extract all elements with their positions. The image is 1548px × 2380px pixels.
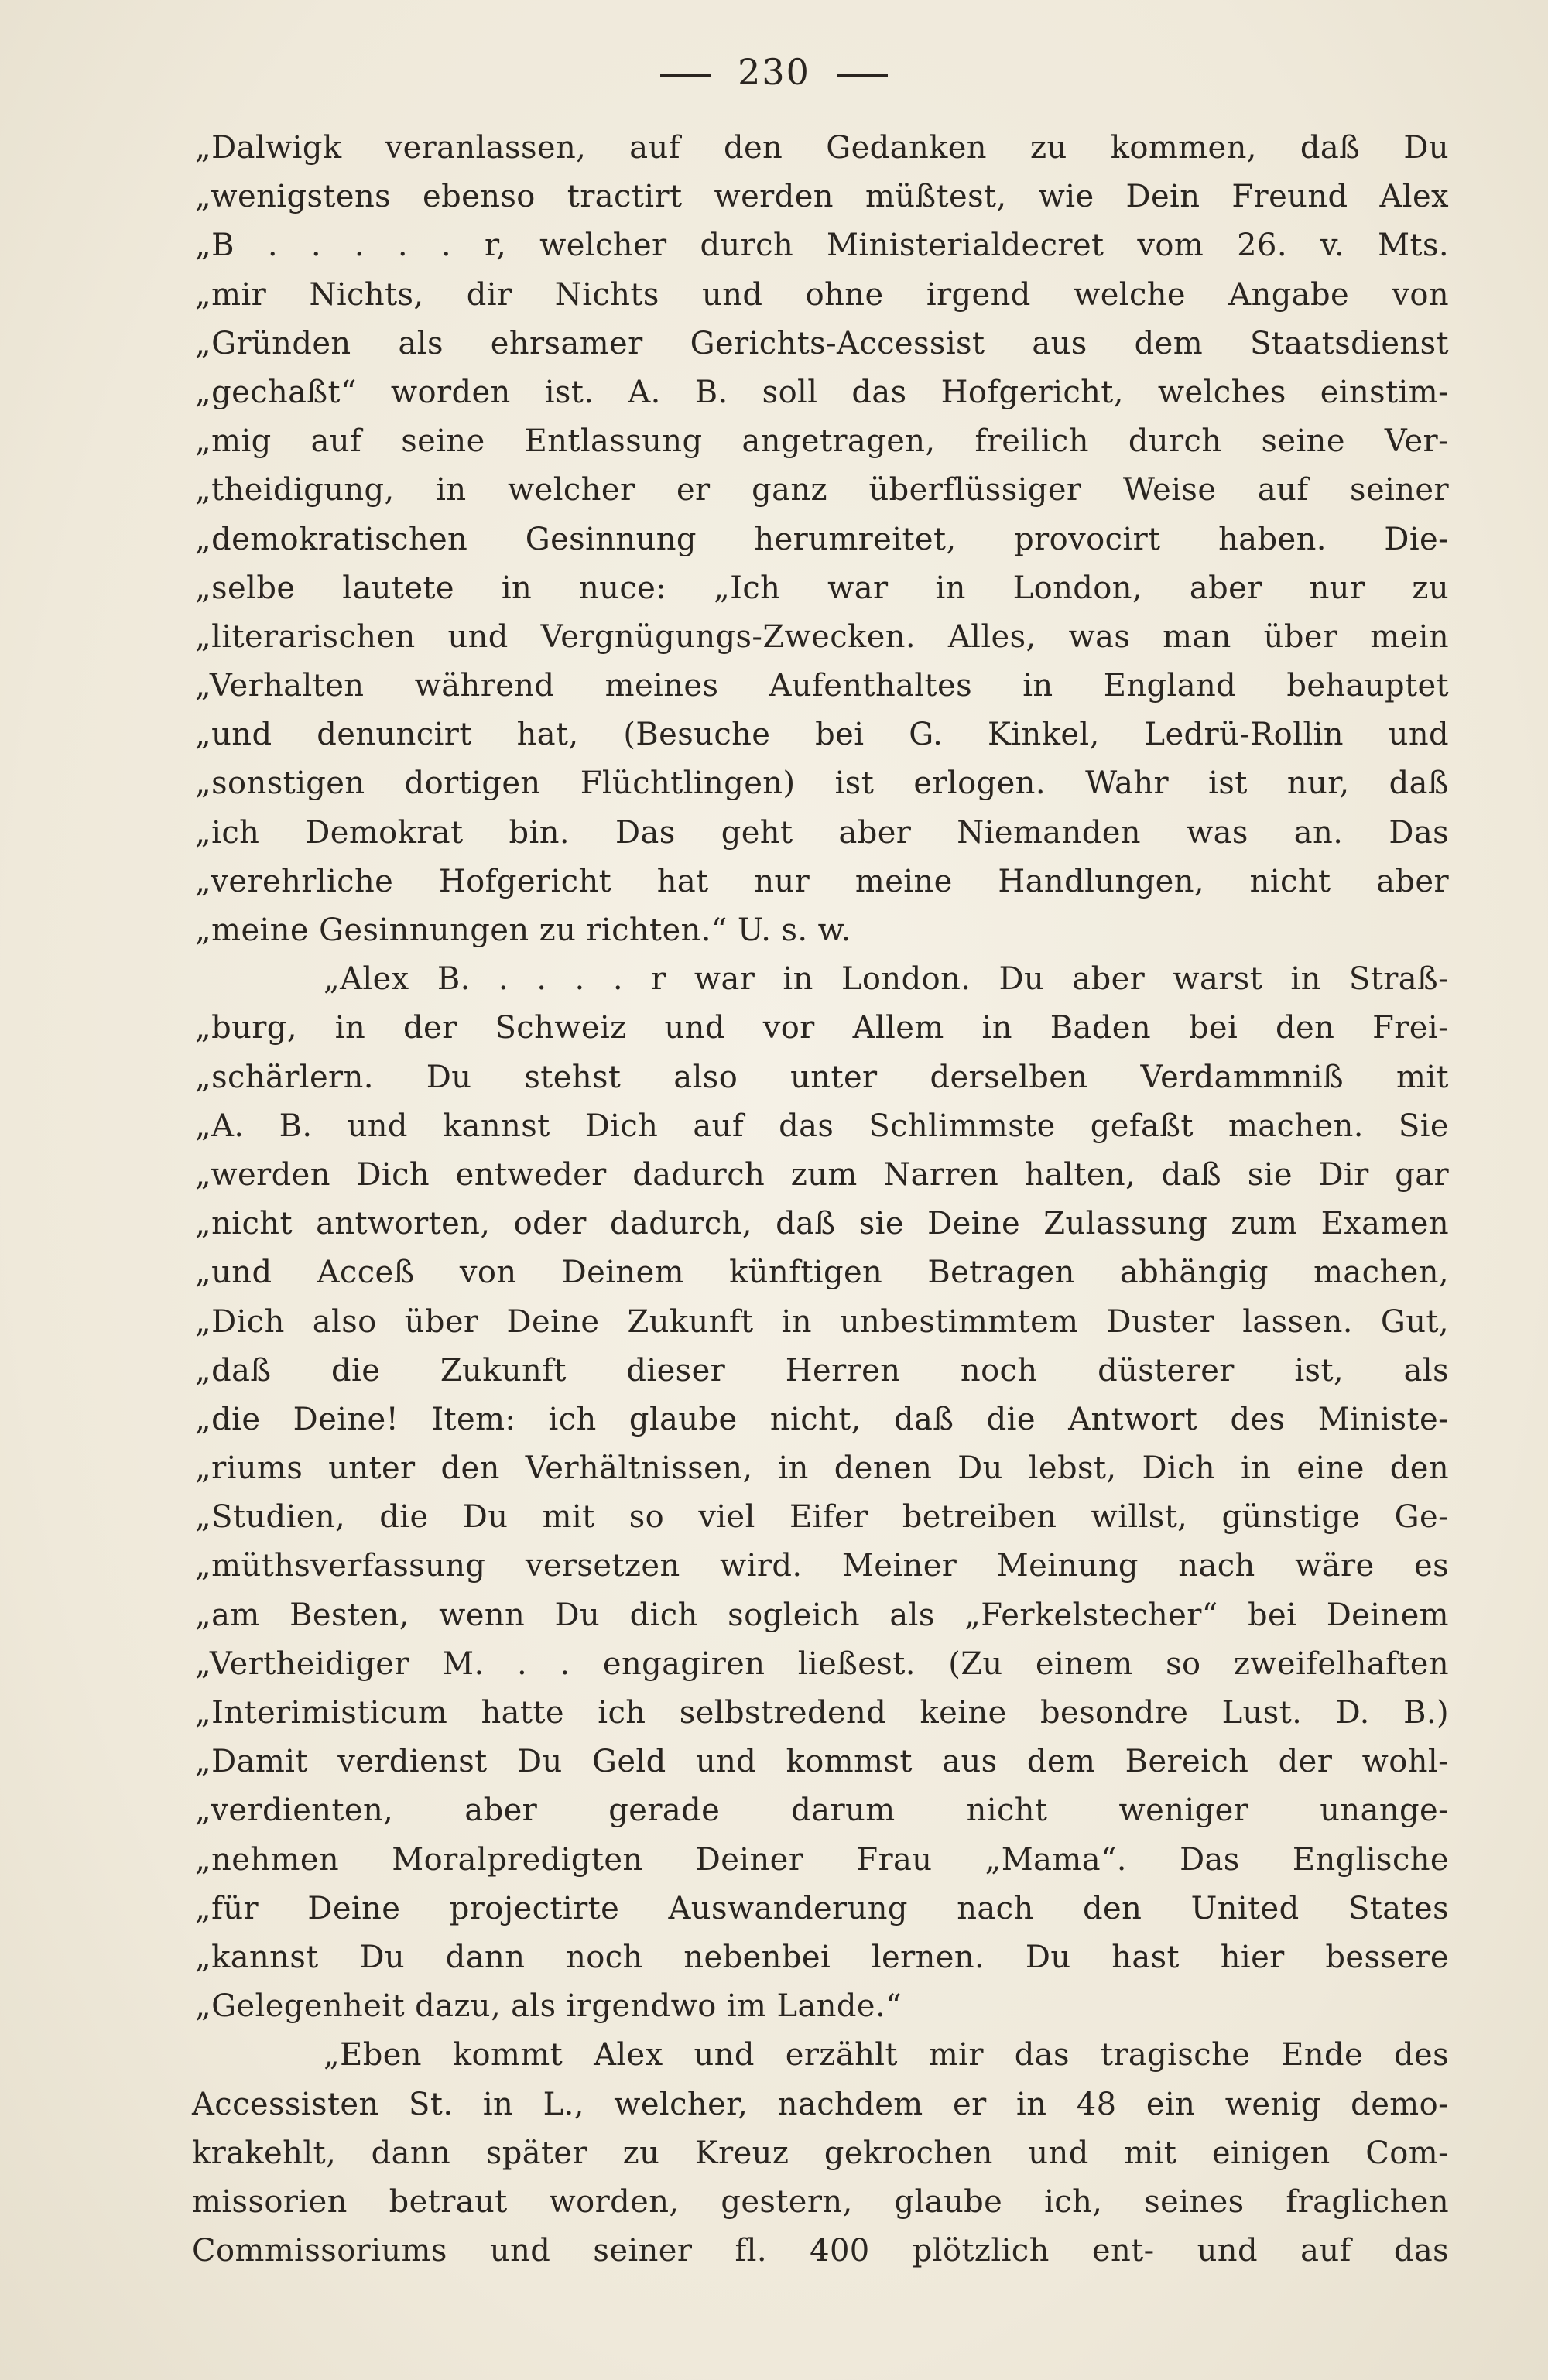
text-line: „Studien, die Du mit so viel Eifer betreiben willst, günstige Ge- — [195, 1499, 1449, 1536]
text-line: „burg, in der Schweiz und vor Allem in Baden bei den Frei- — [195, 1010, 1449, 1046]
page-number: 230 — [738, 51, 810, 93]
text-line: „gechaßt“ worden ist. A. B. soll das Hofgericht, welches einstim- — [195, 374, 1449, 410]
text-line: „Vertheidiger M. . . engagiren ließest. (Zu einem so zweifelhaften — [195, 1645, 1449, 1682]
text-line: „verehrliche Hofgericht hat nur meine Handlungen, nicht aber — [195, 863, 1449, 899]
text-line: „Damit verdienst Du Geld und kommst aus dem Bereich der wohl- — [195, 1744, 1449, 1780]
text-line: „kannst Du dann noch nebenbei lernen. Du hast hier bessere — [195, 1939, 1449, 1975]
text-line: „literarischen und Vergnügungs-Zwecken. Alles, was man über mein — [195, 618, 1449, 655]
text-line: „müthsverfassung versetzen wird. Meiner Meinung nach wäre es — [195, 1548, 1449, 1584]
text-line: „theidigung, in welcher er ganz überflüssiger Weise auf seiner — [195, 472, 1449, 509]
text-line: „nicht antworten, oder dadurch, daß sie Deine Zulassung zum Examen — [195, 1206, 1449, 1242]
page-text — [192, 124, 1449, 2276]
text-line: „Interimisticum hatte ich selbstredend keine besondre Lust. D. B.) — [195, 1695, 1449, 1731]
text-line: „und denuncirt hat, (Besuche bei G. Kinkel, Ledrü-Rollin und — [195, 717, 1449, 753]
text-line: „Dich also über Deine Zukunft in unbestimmtem Duster lassen. Gut, — [195, 1303, 1449, 1340]
text-line: „A. B. und kannst Dich auf das Schlimmste gefaßt machen. Sie — [195, 1108, 1449, 1144]
text-line: „Dalwigk veranlassen, auf den Gedanken zu kommen, daß Du — [195, 130, 1449, 166]
header-dash-right — [837, 74, 888, 77]
text-line: „sonstigen dortigen Flüchtlingen) ist erlogen. Wahr ist nur, daß — [195, 765, 1449, 802]
text-line: krakehlt, dann später zu Kreuz gekrochen und mit einigen Com- — [192, 2135, 1449, 2171]
text-line: „Eben kommt Alex und erzählt mir das tragische Ende des — [324, 2037, 1449, 2074]
text-line: „verdienten, aber gerade darum nicht weniger unange- — [195, 1793, 1449, 1829]
text-line: missorien betraut worden, gestern, glaube ich, seines fraglichen — [192, 2183, 1449, 2220]
text-line: „demokratischen Gesinnung herumreitet, provocirt haben. Die- — [195, 521, 1449, 557]
text-line: „Gelegenheit dazu, als irgendwo im Lande.“ — [195, 1988, 902, 2025]
text-line: „am Besten, wenn Du dich sogleich als „Ferkelstecher“ bei Deinem — [195, 1597, 1449, 1633]
text-line: Commissoriums und seiner fl. 400 plötzlich ent- und auf das — [192, 2233, 1449, 2269]
text-line: Accessisten St. in L., welcher, nachdem er in 48 ein wenig demo- — [192, 2086, 1449, 2122]
text-line: „für Deine projectirte Auswanderung nach den United States — [195, 1890, 1449, 1926]
text-line: „die Deine! Item: ich glaube nicht, daß die Antwort des Ministe- — [195, 1401, 1449, 1437]
text-line: „wenigstens ebenso tractirt werden müßtest, wie Dein Freund Alex — [195, 179, 1449, 215]
text-line: „Gründen als ehrsamer Gerichts-Accessist aus dem Staatsdienst — [195, 325, 1449, 361]
header-dash-left — [660, 74, 711, 77]
text-line: „B . . . . . r, welcher durch Ministerialdecret vom 26. v. Mts. — [195, 228, 1449, 264]
text-line: „nehmen Moralpredigten Deiner Frau „Mama“. Das Englische — [195, 1841, 1449, 1878]
text-line: „schärlern. Du stehst also unter derselben Verdammniß mit — [195, 1059, 1449, 1095]
text-line: „ich Demokrat bin. Das geht aber Niemanden was an. Das — [195, 814, 1449, 851]
text-line: „riums unter den Verhältnissen, in denen Du lebst, Dich in eine den — [195, 1450, 1449, 1487]
text-line: „mir Nichts, dir Nichts und ohne irgend welche Angabe von — [195, 276, 1449, 313]
text-line: „Verhalten während meines Aufenthaltes in England behauptet — [195, 668, 1449, 704]
text-line: „daß die Zukunft dieser Herren noch düsterer ist, als — [195, 1352, 1449, 1389]
text-line: „werden Dich entweder dadurch zum Narren halten, daß sie Dir gar — [195, 1156, 1449, 1193]
text-line: „meine Gesinnungen zu richten.“ U. s. w. — [195, 913, 851, 948]
text-line: „Alex B. . . . . r war in London. Du aber warst in Straß- — [324, 961, 1449, 998]
text-line: „mig auf seine Entlassung angetragen, freilich durch seine Ver- — [195, 423, 1449, 460]
text-line: „selbe lautete in nuce: „Ich war in London, aber nur zu — [195, 570, 1449, 606]
page-header — [0, 51, 1548, 93]
text-line: „und Acceß von Deinem künftigen Betragen abhängig machen, — [195, 1255, 1449, 1291]
